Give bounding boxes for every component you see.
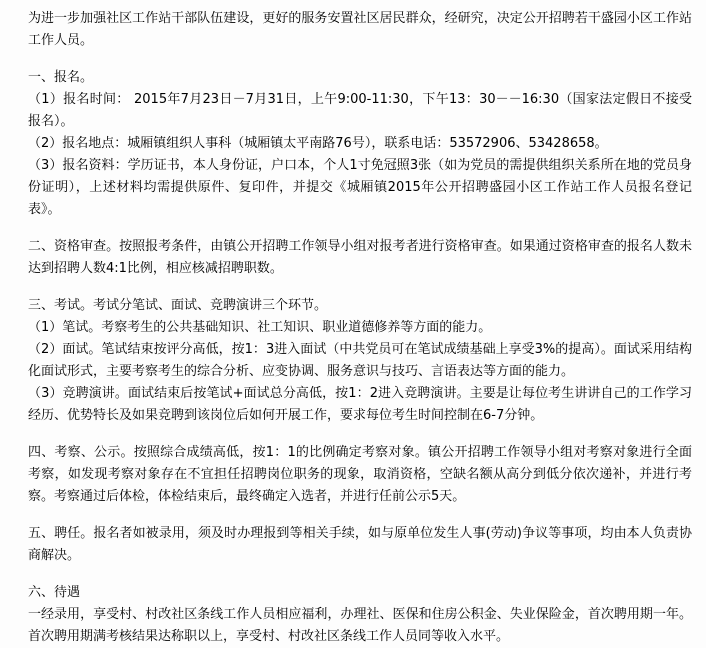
paragraph: （3）报名资料：学历证书，本人身份证，户口本，个人1寸免冠照3张（如为党员的需提供组织关系所在地的党员身份证明），上述材料均需提供原件、复印件，并提交《城厢镇2015年公开招聘盛园小区工作站工作人员报名登记表》。 (28, 158, 692, 217)
text-block-intro (28, 8, 692, 52)
text-block-section-5-pinren (28, 523, 692, 567)
paragraph: （2）面试。笔试结束按评分高低，按1：3进入面试（中共党员可在笔试成绩基础上享受3%的提高）。面试采用结构化面试形式，主要考察考生的综合分析、应变协调、服务意识与技巧、言语表达等方面的能力。 (28, 342, 692, 379)
paragraph: 一、报名。 (28, 70, 94, 85)
paragraph: 二、资格审查。按照报考条件，由镇公开招聘工作领导小组对报考者进行资格审查。如果通过资格审查的报名人数未达到招聘人数4:1比例，相应核减招聘职数。 (28, 239, 692, 276)
paragraph: （2）报名地点：城厢镇组织人事科（城厢镇太平南路76号），联系电话：53572906、53428658。 (28, 136, 608, 151)
paragraph: 四、考察、公示。按照综合成绩高低，按1：1的比例确定考察对象。镇公开招聘工作领导小组对考察对象进行全面考察，如发现考察对象存在不宜担任招聘岗位职务的现象，取消资格，空缺名额从高分到低分依次递补，并进行考察。考察通过后体检，体检结束后，最终确定入选者，并进行任前公示5天。 (28, 445, 692, 504)
text-block-section-2-zige-shencha (28, 236, 692, 280)
paragraph: 三、考试。考试分笔试、面试、竞聘演讲三个环节。 (28, 298, 328, 313)
text-block-section-6-daiyu (28, 582, 692, 648)
paragraph: 为进一步加强社区工作站干部队伍建设，更好的服务安置社区居民群众，经研究，决定公开招聘若干盛园小区工作站工作人员。 (28, 11, 692, 48)
text-block-section-3-kaoshi (28, 295, 692, 427)
paragraph: 五、聘任。报名者如被录用，须及时办理报到等相关手续，如与原单位发生人事(劳动)争议等事项，均由本人负责协商解决。 (28, 526, 692, 563)
paragraph: （1）报名时间： 2015年7月23日－7月31日，上午9:00-11:30，下午13：30－－16:30（国家法定假日不接受报名）。 (28, 92, 692, 129)
paragraph: 一经录用，享受村、村改社区条线工作人员相应福利，办理社、医保和住房公积金、失业保险金，首次聘用期一年。首次聘用期满考核结果达称职以上，享受村、村改社区条线工作人员同等收入水平。 (28, 607, 692, 644)
text-block-section-4-kaocha-gongshi (28, 442, 692, 508)
paragraph: 六、待遇 (28, 585, 81, 600)
text-block-section-1-baoming (28, 67, 692, 221)
paragraph: （3）竞聘演讲。面试结束后按笔试+面试总分高低，按1：2进入竞聘演讲。主要是让每位考生讲讲自己的工作学习经历、优势特长及如果竞聘到该岗位后如何开展工作，要求每位考生时间控制在6-7分钟。 (28, 386, 692, 423)
paragraph: （1）笔试。考察考生的公共基础知识、社工知识、职业道德修养等方面的能力。 (28, 320, 492, 335)
